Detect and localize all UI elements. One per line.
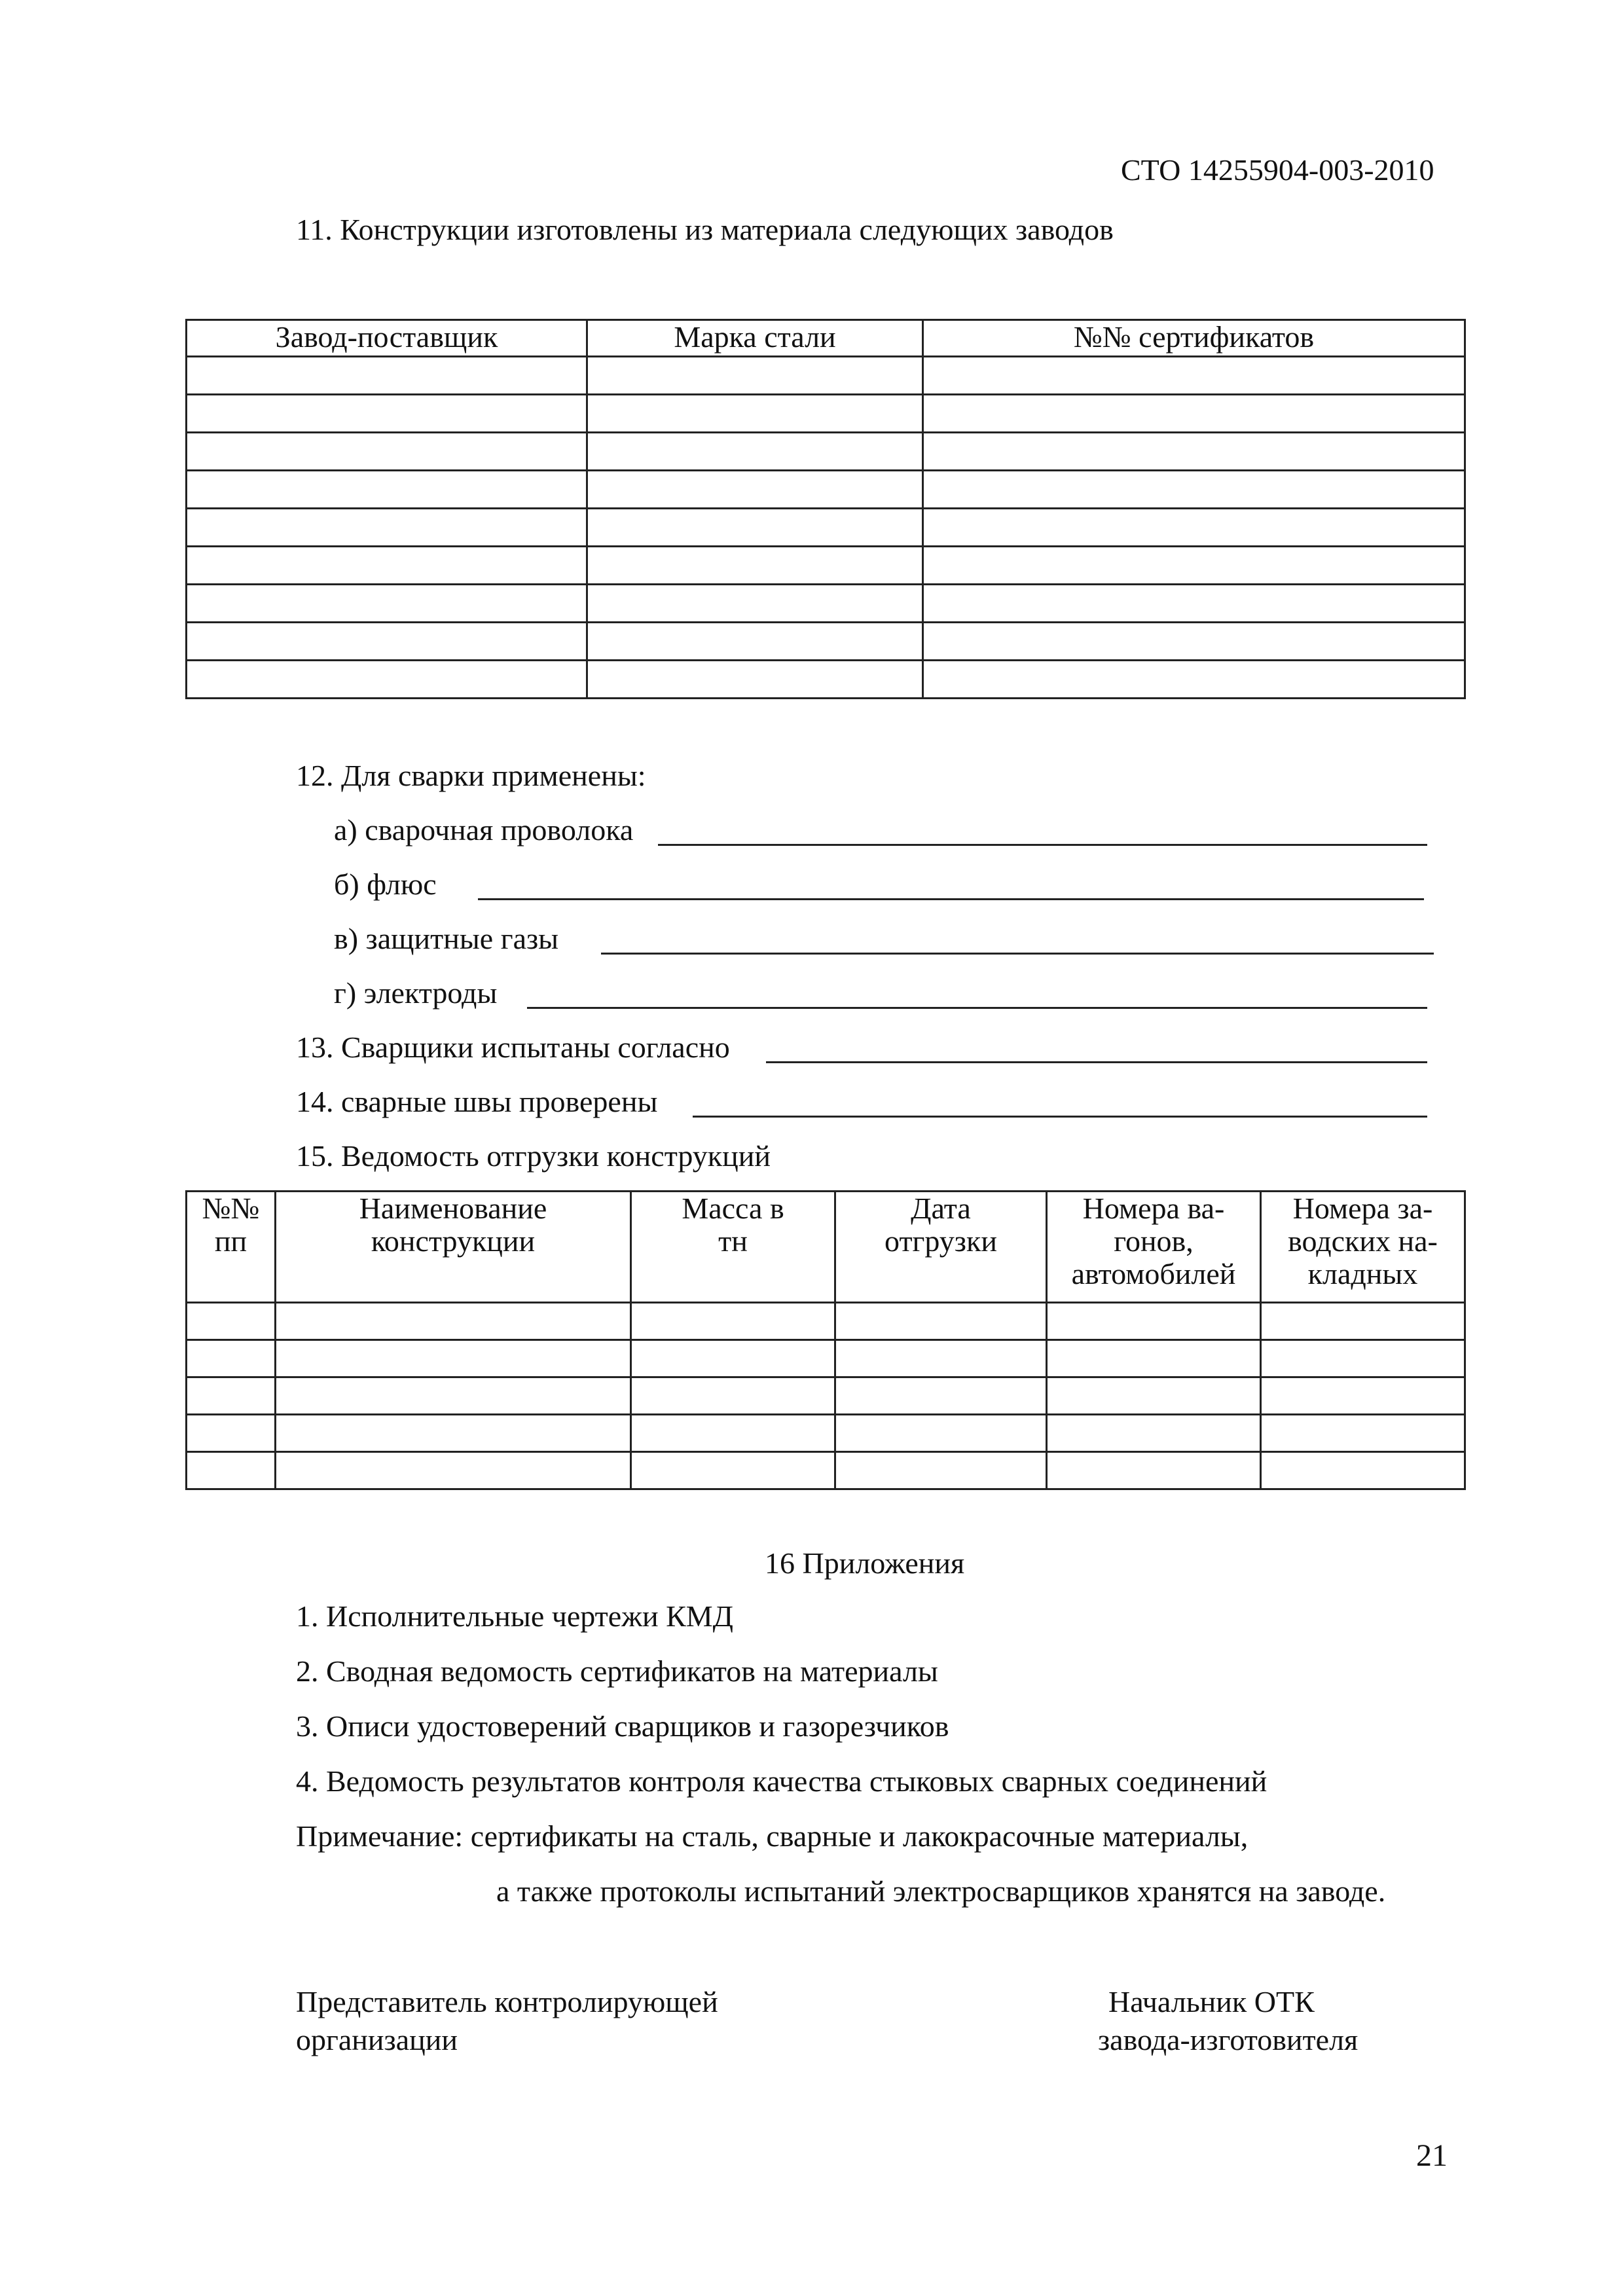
signature-right-line2: завода-изготовителя: [1098, 2023, 1359, 2056]
table-row: [187, 357, 1465, 395]
welding-wire-label: а) сварочная проволока: [334, 813, 634, 847]
suppliers-header-row: [187, 320, 1465, 357]
table-row: [187, 1415, 1465, 1452]
table-row: [187, 1377, 1465, 1415]
appendix-item-1: 1. Исполнительные чертежи КМД: [296, 1599, 734, 1633]
appendices-title: 16 Приложения: [765, 1546, 965, 1580]
table-row: [187, 395, 1465, 433]
section-13-fill-line: [766, 1061, 1427, 1063]
section-15-title: 15. Ведомость отгрузки конструкций: [296, 1139, 771, 1173]
appendix-item-2: 2. Сводная ведомость сертификатов на материалы: [296, 1654, 938, 1688]
table-row: [187, 623, 1465, 661]
appendix-item-4: 4. Ведомость результатов контроля качества стыковых сварных соединений: [296, 1764, 1267, 1798]
table-row: [187, 1340, 1465, 1377]
header-vehicle-numbers: Номера ва- гонов, автомобилей: [1047, 1192, 1261, 1303]
header-supplier: Завод-поставщик: [187, 320, 587, 357]
signature-right-line1: Начальник ОТК: [1108, 1985, 1315, 2018]
shielding-gas-label: в) защитные газы: [334, 922, 559, 955]
electrodes-label: г) электроды: [334, 976, 498, 1010]
flux-fill-line: [478, 898, 1424, 900]
header-waybill-numbers: Номера за- водских на- кладных: [1261, 1192, 1465, 1303]
section-12-title: 12. Для сварки применены:: [296, 759, 646, 792]
header-ship-date: Дата отгрузки: [835, 1192, 1047, 1303]
table-row: [187, 509, 1465, 547]
section-14-fill-line: [693, 1116, 1427, 1118]
table-row: [187, 1303, 1465, 1340]
table-row: [187, 661, 1465, 699]
header-steel-grade: Марка стали: [587, 320, 923, 357]
table-row: [187, 1452, 1465, 1489]
header-structure-name: Наименование конструкции: [276, 1192, 631, 1303]
table-row: [187, 585, 1465, 623]
section-14-text: 14. сварные швы проверены: [296, 1085, 658, 1118]
page-number: 21: [1416, 2138, 1448, 2173]
table-row: [187, 547, 1465, 585]
appendix-item-3: 3. Описи удостоверений сварщиков и газорезчиков: [296, 1709, 949, 1743]
header-certificates: №№ сертификатов: [923, 320, 1465, 357]
suppliers-table: [185, 319, 1466, 699]
table-row: [187, 471, 1465, 509]
signature-left-line2: организации: [296, 2023, 458, 2056]
document-code: СТО 14255904-003-2010: [1121, 153, 1434, 187]
flux-label: б) флюс: [334, 867, 437, 901]
shipment-header-row: [187, 1192, 1465, 1303]
signature-left-line1: Представитель контролирующей: [296, 1985, 718, 2018]
table-row: [187, 433, 1465, 471]
section-13-text: 13. Сварщики испытаны согласно: [296, 1030, 730, 1064]
header-number: №№ пп: [187, 1192, 276, 1303]
note-line-2: а также протоколы испытаний электросварщиков хранятся на заводе.: [496, 1874, 1386, 1908]
note-line-1: Примечание: сертификаты на сталь, сварные и лакокрасочные материалы,: [296, 1819, 1249, 1853]
header-mass: Масса в тн: [631, 1192, 835, 1303]
shipment-table: [185, 1190, 1466, 1490]
shielding-gas-fill-line: [601, 953, 1434, 955]
welding-wire-fill-line: [658, 844, 1427, 846]
electrodes-fill-line: [527, 1007, 1427, 1009]
section-11-title: 11. Конструкции изготовлены из материала следующих заводов: [296, 213, 1114, 246]
